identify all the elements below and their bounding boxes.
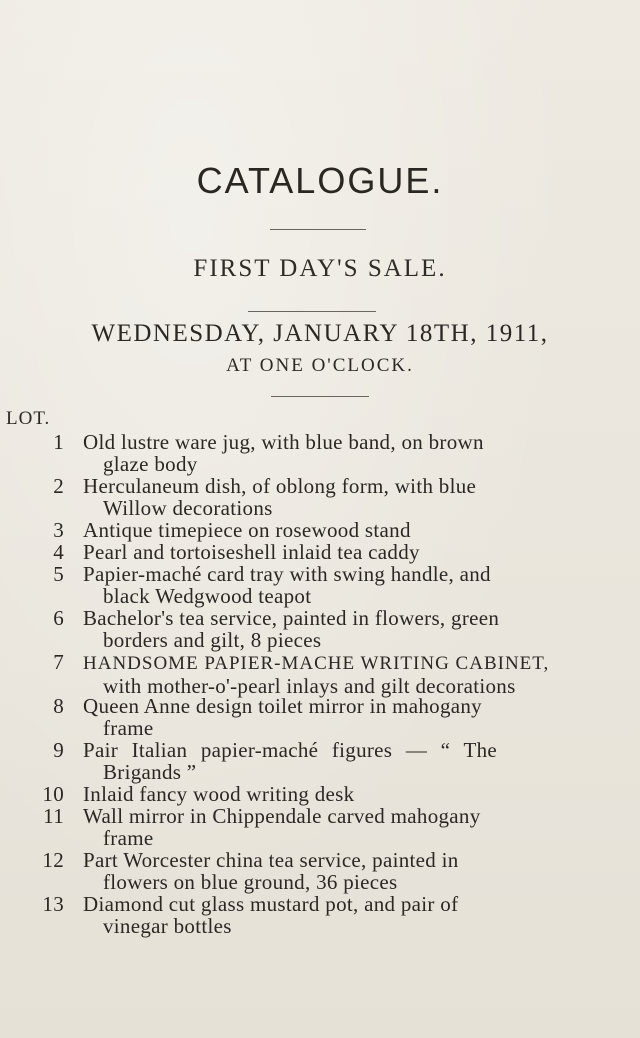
lot-number: 10	[42, 782, 64, 806]
lot-number: 2	[53, 474, 64, 498]
lot-description-continued: with mother-o'-pearl inlays and gilt decorations	[103, 674, 516, 698]
divider-rule	[270, 229, 366, 230]
lot-number: 3	[53, 518, 64, 542]
lot-description: Queen Anne design toilet mirror in mahogany	[83, 694, 482, 718]
page-title: CATALOGUE.	[196, 160, 444, 201]
lot-number: 1	[53, 430, 64, 454]
lot-number: 8	[53, 694, 64, 718]
lot-number: 4	[53, 540, 64, 564]
lot-number: 12	[42, 848, 64, 872]
lot-item	[0, 849, 640, 893]
lot-description: Inlaid fancy wood writing desk	[83, 782, 355, 806]
lot-item	[0, 541, 640, 563]
lot-description-continued: borders and gilt, 8 pieces	[103, 628, 322, 652]
lot-description: Bachelor's tea service, painted in flowers, green	[83, 606, 500, 630]
lot-description-continued: flowers on blue ground, 36 pieces	[103, 870, 398, 894]
lot-description-continued: frame	[103, 716, 154, 740]
sale-dateline: WEDNESDAY, JANUARY 18TH, 1911,	[91, 320, 549, 347]
lot-number: 13	[42, 892, 64, 916]
divider-rule	[271, 396, 369, 397]
lot-description: Papier-maché card tray with swing handle, and	[83, 562, 491, 586]
lot-item	[0, 519, 640, 541]
lot-description: Pair Italian papier-maché figures — “ The	[83, 738, 498, 762]
lot-item	[0, 893, 640, 937]
lot-item	[0, 563, 640, 607]
lot-item	[0, 431, 640, 475]
lot-item	[0, 607, 640, 651]
lot-description: Diamond cut glass mustard pot, and pair of	[83, 892, 459, 916]
lot-description: HANDSOME PAPIER-MACHE WRITING CABINET,	[83, 653, 550, 674]
lot-number: 9	[53, 738, 64, 762]
lot-item	[0, 650, 640, 698]
lot-description: Old lustre ware jug, with blue band, on brown	[83, 430, 484, 454]
lot-number: 6	[53, 606, 64, 630]
lot-number: 5	[53, 562, 64, 586]
lot-item	[0, 805, 640, 849]
lot-item	[0, 695, 640, 739]
lot-description-continued: Willow decorations	[103, 496, 273, 520]
lot-item	[0, 739, 640, 783]
lot-description-continued: Brigands ”	[103, 760, 197, 784]
lot-number: 7	[53, 650, 64, 674]
lot-description: Pearl and tortoiseshell inlaid tea caddy	[83, 540, 420, 564]
lot-item	[0, 475, 640, 519]
lot-description-continued: glaze body	[103, 452, 198, 476]
sale-time: AT ONE O'CLOCK.	[226, 355, 414, 376]
lot-list	[0, 431, 640, 937]
lot-description-continued: frame	[103, 826, 154, 850]
lot-description: Wall mirror in Chippendale carved mahogany	[83, 804, 481, 828]
divider-rule	[248, 311, 376, 312]
lot-description-continued: vinegar bottles	[103, 914, 232, 938]
lot-description: Herculaneum dish, of oblong form, with blue	[83, 474, 477, 498]
lot-description-continued: black Wedgwood teapot	[103, 584, 312, 608]
page-subtitle: FIRST DAY'S SALE.	[193, 255, 447, 282]
lot-number: 11	[43, 804, 64, 828]
lot-description: Part Worcester china tea service, painted in	[83, 848, 459, 872]
lot-description: Antique timepiece on rosewood stand	[83, 518, 411, 542]
lot-column-heading: LOT.	[6, 408, 51, 429]
lot-item	[0, 783, 640, 805]
